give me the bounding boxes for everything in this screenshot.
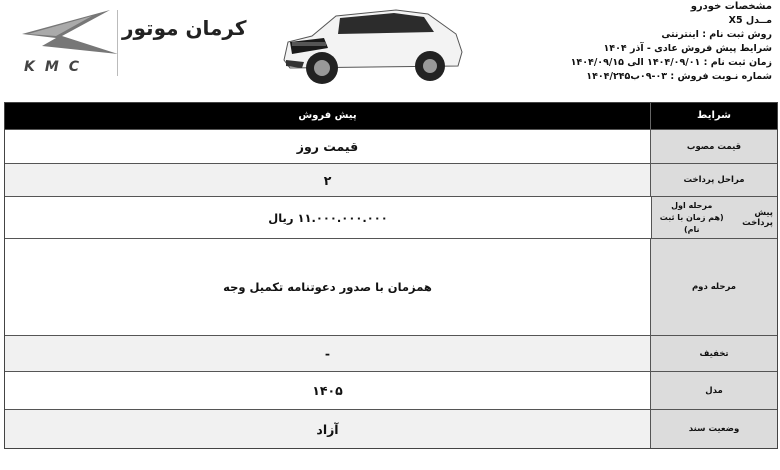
table-row-discount bbox=[5, 335, 777, 371]
spec-registration-time: زمان ثبت نام : ۱۴۰۴/۰۹/۰۱ الی ۱۴۰۴/۰۹/۱۵ bbox=[570, 57, 772, 68]
discount-label: تخفیف bbox=[650, 336, 777, 371]
table-header bbox=[5, 103, 777, 129]
header bbox=[0, 0, 780, 100]
first-payment-label bbox=[651, 197, 777, 238]
kmc-logo-icon bbox=[22, 6, 118, 58]
first-stage-label: مرحله اول (هم زمان با ثبت نام) bbox=[659, 200, 724, 234]
second-stage-label: مرحله دوم bbox=[650, 239, 777, 335]
spec-round-number: شماره نـوبت فروش : ۰۳-۰۹ب۱۴۰۴/۲۴۵ bbox=[586, 71, 772, 82]
kmc-wordmark bbox=[22, 58, 112, 74]
price-value: قیمت روز bbox=[5, 130, 650, 163]
table-row-first-payment bbox=[5, 196, 777, 238]
logo-divider bbox=[117, 10, 118, 76]
spec-block bbox=[472, 0, 772, 84]
payment-steps-value: ۲ bbox=[5, 164, 650, 196]
table-row-document-status bbox=[5, 409, 777, 448]
document-status-value: آزاد bbox=[5, 410, 650, 448]
price-label: قیمت مصوب bbox=[650, 130, 777, 163]
model-value: ۱۴۰۵ bbox=[5, 372, 650, 409]
discount-value: - bbox=[5, 336, 650, 371]
car-image bbox=[278, 2, 468, 88]
document-status-label: وضعیت سند bbox=[650, 410, 777, 448]
spec-model: مــدل X5 bbox=[728, 15, 772, 26]
payment-steps-label: مراحل پرداخت bbox=[650, 164, 777, 196]
table-row-second-stage bbox=[5, 238, 777, 335]
second-stage-value: همزمان با صدور دعوتنامه تکمیل وجه bbox=[5, 239, 650, 335]
brand-name: کرمان موتور bbox=[122, 16, 247, 40]
spec-title: مشخصات خودرو bbox=[690, 1, 772, 12]
prepayment-label: پیش پرداخت bbox=[742, 207, 773, 228]
svg-text:KMC: KMC bbox=[24, 59, 90, 74]
table-row-model bbox=[5, 371, 777, 409]
table-row-price bbox=[5, 129, 777, 163]
header-value: پیش فروش bbox=[298, 110, 357, 121]
spec-conditions: شرایط پیش فروش عادی - آذر ۱۴۰۴ bbox=[603, 43, 772, 54]
conditions-table bbox=[4, 102, 778, 449]
spec-registration-method: روش ثبت نام : اینترنتی bbox=[661, 29, 772, 40]
table-row-payment-steps bbox=[5, 163, 777, 196]
model-label: مدل bbox=[650, 372, 777, 409]
header-label: شرایط bbox=[650, 103, 777, 129]
first-payment-value: ۱۱.۰۰۰.۰۰۰.۰۰۰ ریال bbox=[5, 197, 651, 238]
